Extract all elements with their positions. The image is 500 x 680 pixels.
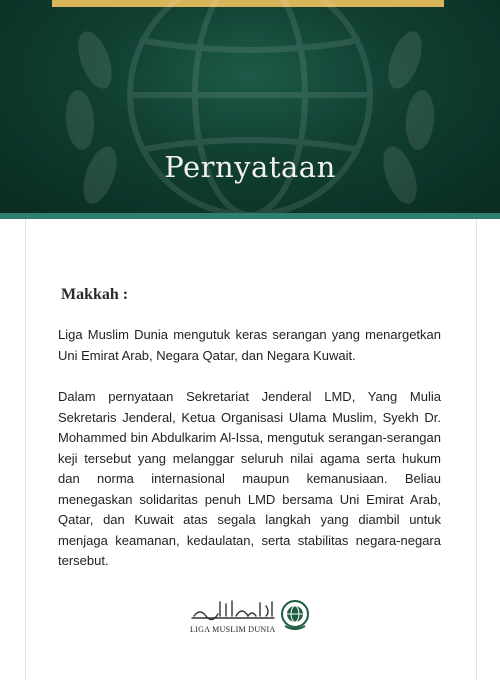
logo-wordmark: LIGA MUSLIM DUNIA — [190, 625, 276, 634]
footer-logo — [190, 598, 310, 638]
arabic-calligraphy-logo-icon — [190, 598, 276, 622]
paragraph-1: Liga Muslim Dunia mengutuk keras serangan yang menargetkan Uni Emirat Arab, Negara Qatar, dan Negara Kuwait. — [58, 327, 441, 363]
location-dateline: Makkah : — [61, 286, 129, 303]
paragraph-2: Dalam pernyataan Sekretariat Jenderal LMD, Yang Mulia Sekretaris Jenderal, Ketua Organisasi Ulama Muslim, Syekh Dr. Mohammed bin Abdulkarim Al-Issa, mengutuk serangan-serangan keji tersebut yang melanggar seluruh nilai agama serta hukum dan norma internasional maupun kemanusiaan. Beliau menegaskan solidaritas penuh LMD bersama Uni Emirat Arab, Qatar, dan Kuwait atas segala langkah yang diambil untuk menjaga keamanan, kedaulatan, serta stabilitas negara-negara tersebut. — [58, 389, 441, 568]
globe-seal-icon — [279, 598, 311, 634]
header-banner — [0, 0, 500, 213]
page-title: Pernyataan — [164, 150, 336, 184]
